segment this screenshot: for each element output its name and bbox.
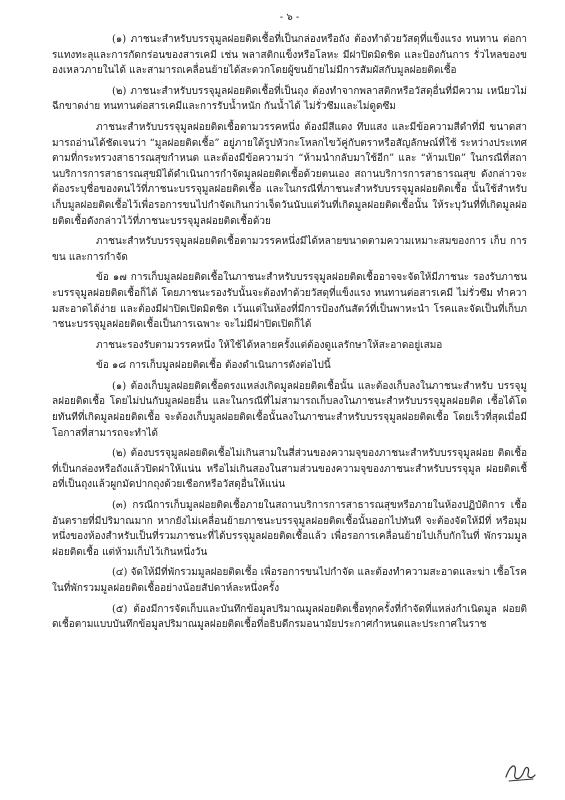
clause-2-fill-limit: (๒) ต้องบรรจุมูลฝอยติดเชื้อไม่เกินสามในสี่ส่วนของความจุของภาชนะสำหรับบรรจุมูลฝอย ติดเชื้อที่เป็นกล่องหรือถังแล้วปิดฝาให้แน่น หรือไม่เกินสองในสามส่วนของความจุของภาชนะสำหรับบรรจุมูล ฝอยติดเชื้อที่เป็นถุงแล้วผูกมัดปากถุงด้วยเชือกหรือวัสดุอื่นให้แน่น [52, 448, 527, 491]
clause-4-holding-area: (๔) จัดให้มีที่พักรวมมูลฝอยติดเชื้อ เพื่อรอการขนไปกำจัด และต้องทำความสะอาดและฆ่า เชื้อโรคในที่พักรวมมูลฝอยติดเชื้ออย่างน้อยสัปดาห์ละหนึ่งครั้ง [52, 567, 527, 594]
article-17: ข้อ ๑๗ การเก็บมูลฝอยติดเชื้อในภาชนะสำหรับบรรจุมูลฝอยติดเชื้ออาจจะจัดให้มีภาชนะ รองรับภาชนะบรรจุมูลฝอยติดเชื้อก็ได้ โดยภาชนะรองรับนั้นจะต้องทำด้วยวัสดุที่แข็งแรง ทนทานต่อสารเคมี ไม่รั่วซึม ทำความสะอาดได้ง่าย และต้องมีฝาปิดเปิดมิดชิด เว้นแต่ในห้องที่มีการป้องกันสัตว์ที่เป็นพาหะนำ โรคและจัดเป็นที่เก็บภาชนะบรรจุมูลฝอยติดเชื้อเป็นการเฉพาะ จะไม่มีฝาปิดเปิดก็ได้ [52, 272, 527, 331]
paragraph-container-sizes: ภาชนะสำหรับบรรจุมูลฝอยติดเชื้อตามวรรคหนึ่งมีได้หลายขนาดตามความเหมาะสมของการ เก็บ การขน และการกำจัด [52, 236, 527, 263]
paragraph-container-labeling: ภาชนะสำหรับบรรจุมูลฝอยติดเชื้อตามวรรคหนึ่ง ต้องมีสีแดง ทึบแสง และมีข้อความสีดำที่มี ขนาดสามารถอ่านได้ชัดเจนว่า “มูลฝอยติดเชื้อ” อยู่ภายใต้รูปหัวกะโหลกไขว้คู่กับตราหรือสัญลักษณ์ที่ใช้ ระหว่างประเทศตามที่กระทรวงสาธารณสุขกำหนด และต้องมีข้อความว่า “ห้ามนำกลับมาใช้อีก” และ “ห้ามเปิด” ในกรณีที่สถานบริการการสาธารณสุขมิได้ดำเนินการกำจัดมูลฝอยติดเชื้อด้วยตนเอง สถานบริการการสาธารณสุข ดังกล่าวจะต้องระบุชื่อของตนไว้ที่ภาชนะบรรจุมูลฝอยติดเชื้อ และในกรณีที่ภาชนะสำหรับบรรจุมูลฝอยติดเชื้อ นั้นใช้สำหรับเก็บมูลฝอยติดเชื้อไว้เพื่อรอการขนไปกำจัดเกินกว่าเจ็ดวันนับแต่วันที่เกิดมูลฝอยติดเชื้อนั้น ให้ระบุวันที่ที่เกิดมูลฝอยติดเชื้อดังกล่าวไว้ที่ภาชนะบรรจุมูลฝอยติดเชื้อด้วย [52, 121, 527, 227]
page-number: - ๖ - [279, 12, 300, 23]
clause-1-container-boxes: (๑) ภาชนะสำหรับบรรจุมูลฝอยติดเชื้อที่เป็นกล่องหรือถัง ต้องทำด้วยวัสดุที่แข็งแรง ทนทาน ต่อการแทงทะลุและการกัดกร่อนของสารเคมี เช่น พลาสติกแข็งหรือโลหะ มีฝาปิดมิดชิด และป้องกันการ รั่วไหลของของเหลวภายในได้ และสามารถเคลื่อนย้ายได้สะดวกโดยผู้ขนย้ายไม่มีการสัมผัสกับมูลฝอยติดเชื้อ [52, 34, 527, 77]
handwritten-signature [503, 759, 537, 785]
clause-2-container-bags: (๒) ภาชนะสำหรับบรรจุมูลฝอยติดเชื้อที่เป็นถุง ต้องทำจากพลาสติกหรือวัสดุอื่นที่มีความ เหนียวไม่ฉีกขาดง่าย ทนทานต่อสารเคมีและการรับน้ำหนัก กันน้ำได้ ไม่รั่วซึมและไม่ดูดซึม [52, 85, 527, 113]
clause-3-storage-room: (๓) กรณีการเก็บมูลฝอยติดเชื้อภายในสถานบริการการสาธารณสุขหรือภายในห้องปฏิบัติการ เชื้ออันตรายที่มีปริมาณมาก หากยังไม่เคลื่อนย้ายภาชนะบรรจุมูลฝอยติดเชื้อนั้นออกไปทันที จะต้องจัดให้มีที่ หรือมุมหนึ่งของห้องสำหรับเป็นที่รวมภาชนะที่ได้บรรจุมูลฝอยติดเชื้อแล้ว เพื่อรอการเคลื่อนย้ายไปเก็บกักในที่ พักรวมมูลฝอยติดเชื้อ แต่ห้ามเก็บไว้เกินหนึ่งวัน [52, 500, 527, 558]
clause-1-collection-at-source: (๑) ต้องเก็บมูลฝอยติดเชื้อตรงแหล่งเกิดมูลฝอยติดเชื้อนั้น และต้องเก็บลงในภาชนะสำหรับ บรรจุมูลฝอยติดเชื้อ โดยไม่ปนกับมูลฝอยอื่น และในกรณีที่ไม่สามารถเก็บลงในภาชนะสำหรับบรรจุมูลฝอยติด เชื้อได้โดยทันทีที่เกิดมูลฝอยติดเชื้อ จะต้องเก็บมูลฝอยติดเชื้อนั้นลงในภาชนะสำหรับบรรจุมูลฝอยติดเชื้อ โดยเร็วที่สุดเมื่อมีโอกาสที่สามารถจะทำได้ [52, 380, 527, 439]
article-18: ข้อ ๑๘ การเก็บมูลฝอยติดเชื้อ ต้องดำเนินการดังต่อไปนี้ [96, 360, 331, 372]
paragraph-reusable-containers: ภาชนะรองรับตามวรรคหนึ่ง ให้ใช้ได้หลายครั้งแต่ต้องดูแลรักษาให้สะอาดอยู่เสมอ [96, 339, 443, 351]
document-body [52, 32, 527, 633]
clause-5-record-keeping: (๕) ต้องมีการจัดเก็บและบันทึกข้อมูลปริมาณมูลฝอยติดเชื้อทุกครั้งที่กำจัดที่แหล่งกำเนิดมูล ฝอยติดเชื้อตามแบบบันทึกข้อมูลปริมาณมูลฝอยติดเชื้อที่อธิบดีกรมอนามัยประกาศกำหนดและประกาศในราช [52, 603, 527, 631]
